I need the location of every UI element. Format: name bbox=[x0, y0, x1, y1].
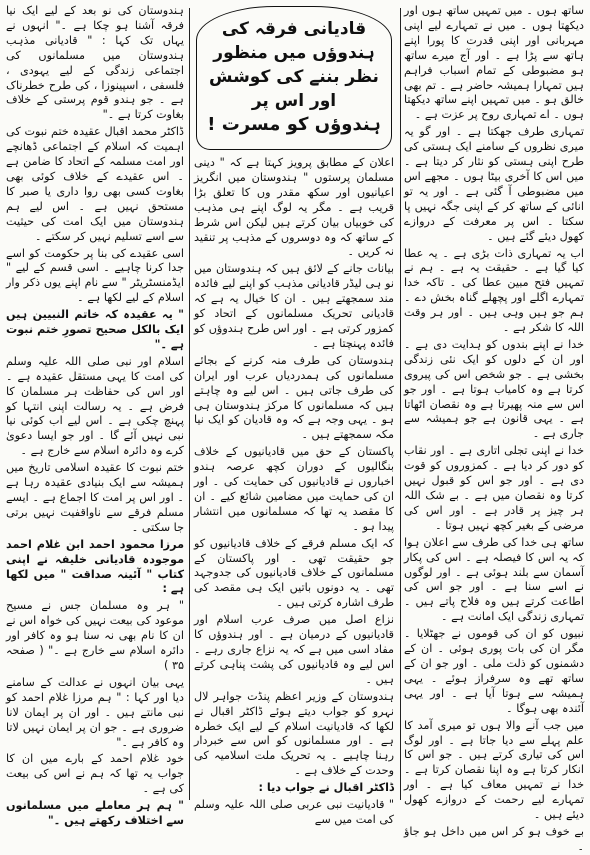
paragraph: اب یہ تمہاری ذات بڑی ہے ۔ یہ عطا کیا گیا ہے ۔ حقیقت یہ ہے ۔ ہم نے تمہیں فتح مبین عطا کی ۔ تاکہ خدا تمہارے اگلے اور پچھلے گناہ بخش دے ۔ ہم جو ہیں وہی ہیں ۔ اور ہر وقت اللہ کا شکر ہے ۔ bbox=[404, 246, 584, 335]
headline-line-1: قادیانی فرقہ کی ہندوؤں میں منظور bbox=[213, 19, 375, 63]
paragraph: بیانات جانے کے لائق ہیں کہ ہندوستان میں نو ہی لیڈر قادیانی مذہب کو اپنے لیے فائدہ مند سمجھتے ہیں ۔ ان کا خیال یہ ہے کہ قادیانی تحریک مسلمانوں کے اتحاد کو کمزور کرتی ہے ۔ اور اس طرح ہندوؤں کو فائدہ پہنچتا ہے ۔ bbox=[194, 262, 394, 350]
paragraph: تمہاری طرف جھکتا ہے ۔ اور گو یہ میری نظروں کے سامنے ایک ہستی کی طرح اپنی ہستی کو نثار کر دیتا ہے ۔ میں اس کا آخری بیٹا ہوں ۔ مجھے اس میں مضبوطی آ گئی ہے ۔ اور یہ تو انائی کے ساتھ کر کے اپنی جگہ نہیں پا سکتا ۔ اس پر معرفت کے دروازے کھول دیئے گئے ہیں ۔ bbox=[404, 125, 584, 243]
paragraph: اسلام اور نبی صلی اللہ علیہ وسلم کی امت کا یہی مستقل عقیدہ ہے ۔ اور اس کی حفاظت ہر مسلمان کا فرض ہے ۔ یہ رسالت اپنی انتہا کو پہنچ چکی ہے ۔ اس لیے اب کوئی نیا نبی نہیں آئے گا ۔ اور جو ایسا دعویٰ کرے وہ دائرہ اسلام سے خارج ہے ۔ bbox=[6, 354, 184, 458]
paragraph: " ہر وہ مسلمان جس نے مسیح موعود کی بیعت نہیں کی خواہ اس نے ان کا نام بھی نہ سنا ہو وہ کافر اور دائرہ اسلام سے خارج ہے ۔" ( صفحہ ۳۵ ) bbox=[6, 599, 184, 672]
column-divider bbox=[400, 8, 401, 800]
paragraph: خود غلام احمد کے بارے میں ان کا جواب یہ تھا کہ ہم نے اس کی بیعت کی ہے ۔ bbox=[6, 752, 184, 796]
paragraph: پاکستان کے حق میں قادیانیوں کے خلاف بنگالیوں کے دوران کچھ عرصہ ہندو اخباروں نے قادیانیوں کی حمایت کی ۔ اور ان کی حمایت میں مضامین شائع کیے ۔ ان کا مقصد یہ تھا کہ مسلمانوں میں انتشار پیدا ہو ۔ bbox=[194, 445, 394, 533]
paragraph: ڈاکٹر اقبال نے جواب دیا : bbox=[258, 781, 394, 795]
paragraph: بے خوف ہو کر اس میں داخل ہو جاؤ ۔ bbox=[404, 824, 584, 853]
paragraph: میں جب آنے والا ہوں تو میری آمد کا علم پہلے سے دیا جاتا ہے ۔ اور لوگ اس کی تیاری کرتے ہیں ۔ جو اس کا انکار کرتا ہے وہ اپنا نقصان کرتا ہے ۔ خدا نے تمہیں معاف کیا ہے ۔ اور تمہارے لیے رحمت کے دروازے کھول دیئے ہیں ۔ bbox=[404, 718, 584, 822]
paragraph: " ہم ہر معاملے میں مسلمانوں سے اختلاف رکھتے ہیں ۔" bbox=[6, 799, 184, 828]
paragraph: ختم نبوت کا عقیدہ اسلامی تاریخ میں ہمیشہ سے ایک بنیادی عقیدہ رہا ہے ۔ اور اس پر امت کا اجماع ہے ۔ ایسے مسلم فرقے سے ناواقفیت نہیں برتی جا سکتی ۔ bbox=[6, 461, 184, 534]
paragraph: " یہ عقیدہ کہ خاتم النبیین ہیں ایک بالکل صحیح تصورِ ختم نبوت ہے ۔" bbox=[6, 308, 184, 351]
middle-column-body bbox=[194, 156, 394, 828]
paragraph: اسی عقیدے کی بنا پر حکومت کو اسے جدا کرنا چاہیے ۔ اسی قسم کے لیے " ایڈمنسٹریٹر " سے نام اپنے یوں ذکر وار اسلام کے لیے لکھا ہے ۔ bbox=[6, 246, 184, 305]
headline-line-2: نظر بننے کی کوشش اور اس پر bbox=[209, 67, 379, 111]
paragraph: یہی بیان انہوں نے عدالت کے سامنے دیا اور کہا : " ہم مرزا غلام احمد کو نبی مانتے ہیں ۔ اور ان پر ایمان لانا ضروری ہے ۔ جو ان پر ایمان نہیں لاتا وہ کافر ہے ۔" bbox=[6, 675, 184, 749]
paragraph: خدا نے اپنی تجلی اتاری ہے ۔ اور نقاب کو دور کر دیا ہے ۔ کمزوروں کو قوت دی ہے ۔ اور جو اس کو قبول نہیں کرتا وہ نقصان میں ہے ۔ بے شک اللہ ہر چیز پر قادر ہے ۔ اور اس کی مرضی کے بغیر کچھ نہیں ہوتا ۔ bbox=[404, 444, 584, 532]
left-column bbox=[6, 4, 184, 828]
middle-column bbox=[194, 4, 394, 826]
article-headline bbox=[196, 6, 392, 150]
paragraph: مرزا محمود احمد ابن غلام احمد موجودہ قادیانی خلیفہ نے اپنی کتاب " آئینہ صداقت " میں لکھا ہے : bbox=[6, 537, 184, 596]
paragraph: " قادیانیت نبی عربی صلی اللہ علیہ وسلم کی امت میں سے bbox=[194, 798, 394, 826]
paragraph: ہندوستان کے وزیر اعظم پنڈت جواہر لال نہرو کو جواب دیتے ہوئے ڈاکٹر اقبال نے لکھا کہ قادیانیت اسلام کے لیے ایک خطرہ ہے ۔ اور مسلمانوں کو اس سے خبردار رہنا چاہیے ۔ یہ تحریک ملت اسلامیہ کی وحدت کے خلاف ہے ۔ bbox=[194, 689, 394, 778]
paragraph: ڈاکٹر محمد اقبال عقیدہ ختم نبوت کی اہمیت کہ اسلام کے اجتماعی ڈھانچے اور امت مسلمہ کے اتحاد کا ضامن ہے ۔ اس عقیدے کے خلاف کوئی بھی بغاوت کسی بھی روا داری یا صبر کا مستحق نہیں ہے ۔ اس لیے ہم ہندوستان میں ایک امت کی حیثیت سے اسے تسلیم نہیں کر سکتے ۔ bbox=[6, 125, 184, 243]
paragraph: ساتھ ہوں ۔ میں تمہیں ساتھ ہوں اور دیکھتا ہوں ۔ میں نے تمہارے لیے اپنی مہربانی اور اپنی قدرت کا پورا اپنے ہاتھ سے پڑا ہے ۔ اور آج میرے ساتھ ہو مضبوطی کے تمام اسباب فراہم ہیں تمہارا ہمیشہ حاضر ہے ۔ تم بھی خالق ہو ۔ میں تمہیں اپنے ساتھ دیکھتا ہوں ۔ اے تمہاری روح پر عزت ہے ۔ bbox=[404, 4, 584, 122]
paragraph: نزاع اصل میں صرف عرب اسلام اور قادیانیوں کے درمیان ہے ۔ اور ہندوؤں کا مفاد اسی میں ہے کہ یہ نزاع جاری رہے ۔ اس لیے وہ قادیانیوں کی پشت پناہی کرتے ہیں ۔ bbox=[194, 613, 394, 686]
paragraph: ساتھ ہی خدا کی طرف سے اعلان ہوا کہ یہ اس کا فیصلہ ہے ۔ اس کی پکار آسمان سے بلند ہوئی ہے ۔ اور لوگوں نے اسے سنا ہے ۔ اور جو اس کی اطاعت کرتے ہیں وہ فلاح پاتے ہیں ۔ تمہاری زندگی ایک امانت ہے ۔ bbox=[404, 535, 584, 624]
paragraph: خدا نے اپنے بندوں کو ہدایت دی ہے ۔ اور ان کے دلوں کو ایک نئی زندگی بخشی ہے ۔ جو شخص اس کی پیروی کرتا ہے وہ کامیاب ہوتا ہے ۔ اور جو اس سے منہ پھیرتا ہے وہ نقصان اٹھاتا ہے ۔ یہی قانون ہے جو ہمیشہ سے جاری ہے ۔ bbox=[404, 337, 584, 441]
paragraph: کہ ایک مسلم فرقے کے خلاف قادیانیوں کو جو حقیقت تھی ۔ اور پاکستان کے مسلمانوں کے خلاف قادیانیوں کی جدوجہد تھی ۔ یہ دونوں باتیں ایک ہی مقصد کی طرف اشارہ کرتی ہیں ۔ bbox=[194, 536, 394, 610]
right-column bbox=[404, 4, 584, 853]
headline-line-3: ہندوؤں کو مسرت ! bbox=[207, 114, 381, 135]
paragraph: ہندوستان کی طرف منہ کرنے کے بجائے مسلمانوں کی ہمدردیاں عرب اور ایران کی طرف جاتی ہیں ۔ اس لیے وہ چاہتے ہیں کہ مسلمانوں کا مرکز ہندوستان ہی ہو ۔ یہی وجہ ہے کہ وہ قادیان کو ایک نیا مکہ سمجھتے ہیں ۔ bbox=[194, 353, 394, 442]
paragraph: ہندوستان کی نو بعد کے لیے ایک نیا فرقہ آشنا ہو چکا ہے ۔" انہوں نے یہاں تک کہا : " قادیانی مذہب ہندوستان میں مسلمانوں کی اجتماعی زندگی کے لیے یہودی ، فلسفی ، اسپینوزا ، کی طرح خطرناک ہے ۔ جو ہندو قوم پرستی کے خلاف بغاوت کرتا ہے ۔" bbox=[6, 4, 184, 122]
column-divider bbox=[189, 8, 190, 800]
paragraph: نبیوں کو ان کی قوموں نے جھٹلایا ۔ مگر ان کی بات پوری ہوئی ۔ ان کے دشمنوں کو ذلت ملی ۔ اور جو ان کے ساتھ تھے وہ سرفراز ہوئے ۔ یہی ہمیشہ سے ہوتا آیا ہے ۔ اور یہی آئندہ بھی ہوگا ۔ bbox=[404, 627, 584, 715]
paragraph: اعلان کے مطابق پرویز کہتا ہے کہ " دینی مسلمان پرستوں " ہندوستان میں انگریز اعیانیوں اور سکھ مقدر وں کا تعلق بڑا قریب ہے ۔ مگر یہ لوگ اپنے ہی مذہب کی خوبیاں بیان کرتے ہیں لیکن اس شرط کے ساتھ کہ وہ دوسروں کے مذہب پر تنقید نہ کریں ۔ bbox=[194, 156, 394, 259]
